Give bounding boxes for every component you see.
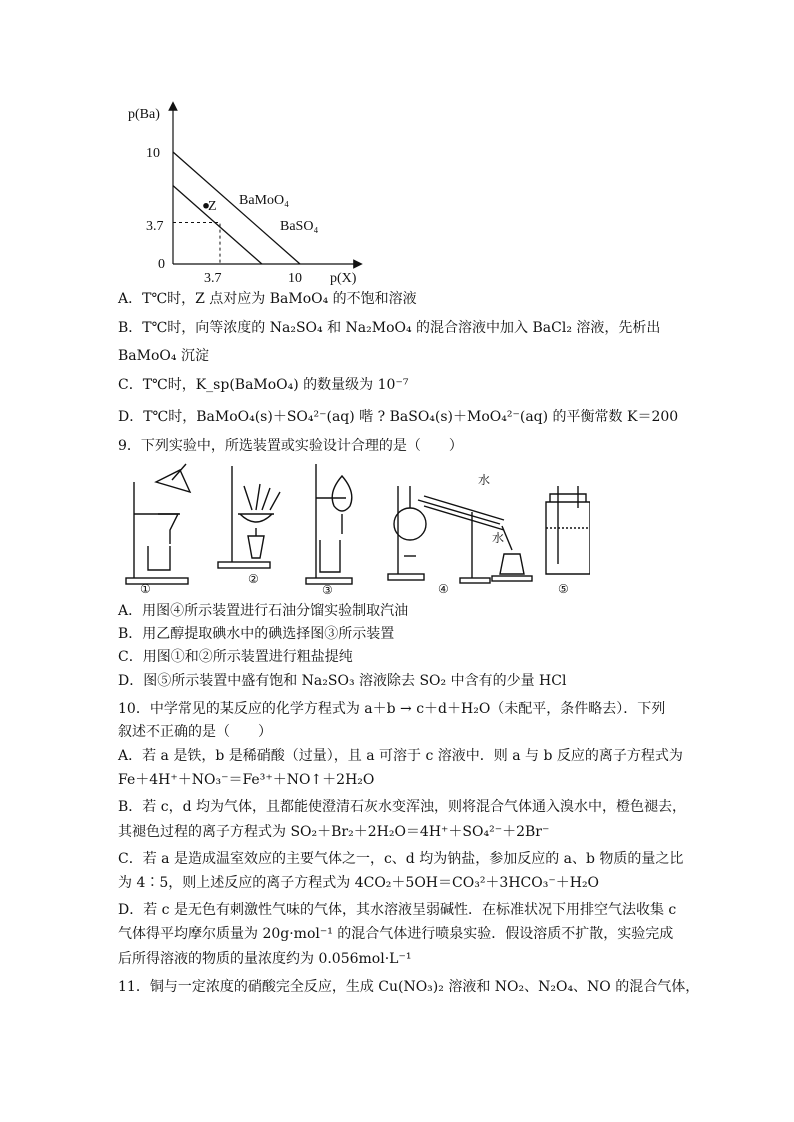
q10-option-c-1: C．若 a 是造成温室效应的主要气体之一，c、d 均为钠盐，参加反应的 a、b 物质的量之比 [118, 851, 684, 867]
x-tick-10: 10 [288, 271, 302, 286]
apparatus-5-wash-bottle [546, 486, 590, 574]
q8-option-b: B．T℃时，向等浓度的 Na₂SO₄ 和 Na₂MoO₄ 的混合溶液中加入 BaCl₂ 溶液，先析出 [118, 320, 661, 336]
y-tick-10: 10 [146, 146, 160, 161]
q9-option-d: D．图⑤所示装置中盛有饱和 Na₂SO₃ 溶液除去 SO₂ 中含有的少量 HCl [118, 673, 567, 689]
apparatus-svg [120, 462, 590, 597]
q10-stem-2: 叙述不正确的是（ ） [118, 724, 272, 740]
y-tick-0: 0 [158, 257, 165, 272]
q10-option-c-2: 为 4∶5，则上述反应的离子方程式为 4CO₂＋5OH＝CO₃²＋3HCO₃⁻＋H₂O [118, 875, 600, 891]
fig-label-3: ③ [322, 583, 333, 597]
q9-option-a: A．用图④所示装置进行石油分馏实验制取汽油 [118, 603, 409, 619]
series-line-baso4 [173, 152, 300, 264]
q9-option-b: B．用乙醇提取碘水中的碘选择图③所示装置 [118, 626, 395, 642]
y-axis-label: p(Ba) [128, 107, 160, 122]
fig-label-4: ④ [438, 582, 449, 596]
apparatus-1-filtration [126, 464, 190, 584]
q10-option-d-2: 气体得平均摩尔质量为 20g·mol⁻¹ 的混合气体进行喷泉实验．假设溶质不扩散，实验完成 [118, 926, 674, 942]
q11-stem: 11．铜与一定浓度的硝酸完全反应，生成 Cu(NO₃)₂ 溶液和 NO₂、N₂O₄、NO 的混合气体， [118, 979, 700, 995]
q10-option-b-2: 其褪色过程的离子方程式为 SO₂＋Br₂＋2H₂O＝4H⁺＋SO₄²⁻＋2Br⁻ [118, 824, 550, 840]
apparatus-3-separatory-funnel [306, 464, 352, 584]
x-axis-label: p(X) [330, 271, 357, 286]
q8-option-d: D．T℃时，BaMoO₄(s)＋SO₄²⁻(aq) 喈 ? BaSO₄(s)＋MoO₄²⁻(aq) 的平衡常数 K＝200 [118, 409, 679, 425]
water-label-in: 水 [478, 473, 491, 487]
water-label-out: 水 [492, 531, 505, 545]
q10-option-d-3: 后所得溶液的物质的量浓度约为 0.056mol·L⁻¹ [118, 951, 412, 967]
q10-option-a-2: Fe＋4H⁺＋NO₃⁻＝Fe³⁺＋NO↑＋2H₂O [118, 772, 375, 788]
apparatus-figure [120, 462, 590, 597]
apparatus-2-evaporation [218, 466, 280, 568]
q10-option-a-1: A．若 a 是铁，b 是稀硝酸（过量），且 a 可溶于 c 溶液中．则 a 与 b 反应的离子方程式为 [118, 748, 683, 764]
guide-dashed-0 [173, 223, 220, 264]
q8-option-c: C．T℃时，K_sp(BaMoO₄) 的数量级为 10⁻⁷ [118, 377, 409, 393]
q8-option-b-cont: BaMoO₄ 沉淀 [118, 348, 209, 364]
solubility-chart [118, 100, 378, 290]
q8-option-a: A．T℃时，Z 点对应为 BaMoO₄ 的不饱和溶液 [118, 291, 417, 307]
x-tick-3-7: 3.7 [204, 271, 222, 286]
point-z-label: Z [208, 199, 217, 214]
bamoo4-label: BaMoO₄ [239, 193, 289, 208]
q10-option-b-1: B．若 c，d 均为气体，且都能使澄清石灰水变浑浊，则将混合气体通入溴水中，橙色褪去， [118, 799, 686, 815]
q9-stem: 9．下列实验中，所选装置或实验设计合理的是（ ） [118, 438, 463, 454]
q10-stem-1: 10．中学常见的某反应的化学方程式为 a＋b → c＋d＋H₂O（未配平，条件略去）．下列 [118, 701, 666, 717]
y-tick-3-7: 3.7 [146, 219, 164, 234]
fig-label-1: ① [140, 582, 151, 596]
fig-label-5: ⑤ [558, 582, 569, 596]
q10-option-d-1: D．若 c 是无色有刺激性气味的气体，其水溶液呈弱碱性．在标准状况下用排空气法收集 c [118, 902, 677, 918]
q9-option-c: C．用图①和②所示装置进行粗盐提纯 [118, 649, 353, 665]
apparatus-4-distillation [388, 486, 532, 583]
chart-svg [118, 100, 378, 290]
fig-label-2: ② [248, 572, 259, 586]
baso4-label: BaSO₄ [280, 219, 319, 234]
